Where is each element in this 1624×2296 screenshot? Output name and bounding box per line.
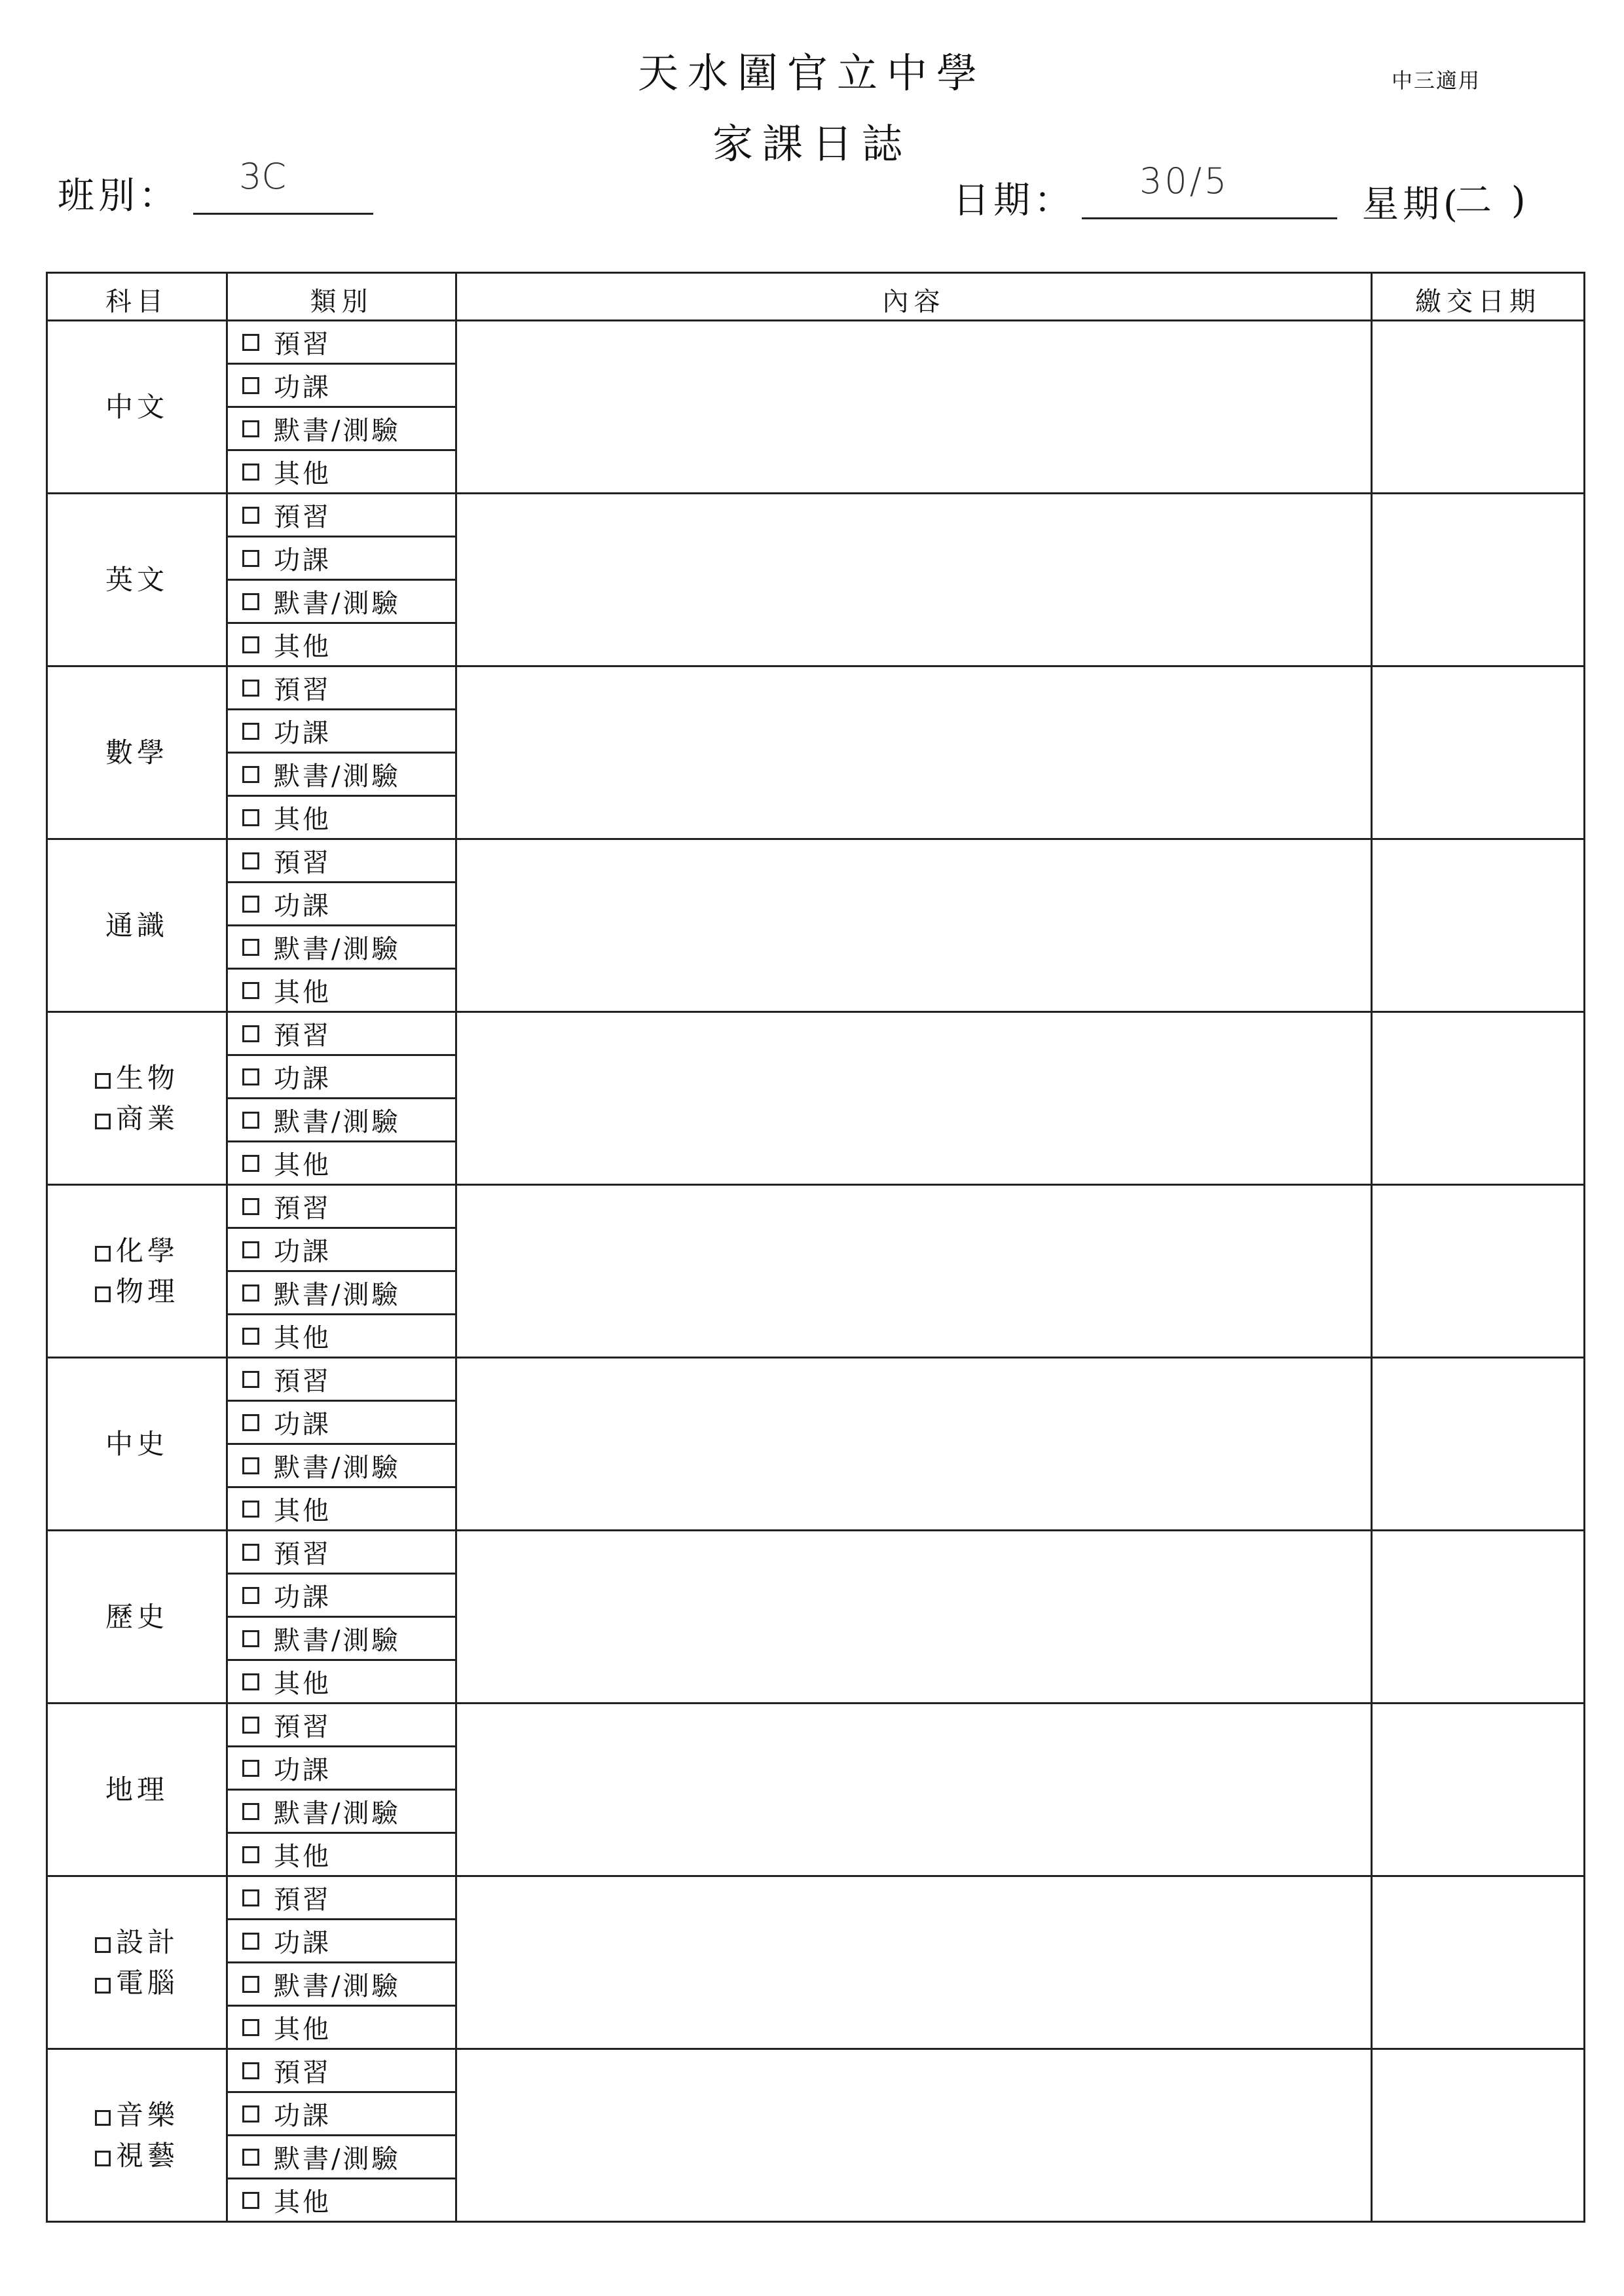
category-label: 預習 [274,675,331,705]
subject-cell [47,1358,227,1531]
subject-checkbox[interactable] [95,1246,111,1262]
subject-label: 物理 [115,1275,179,1307]
school-name: 天水圍官立中學 [637,49,986,97]
category-cell [227,407,456,450]
category-label: 默書/測驗 [274,416,401,446]
category-cell [227,1055,456,1099]
date-label: 日期： [953,179,1075,222]
content-cell[interactable] [456,1531,1372,1704]
column-header-content: 內容 [456,273,1372,321]
category-cell [227,753,456,796]
category-label: 功課 [274,373,331,403]
category-checkbox[interactable] [242,1155,259,1172]
category-label: 其他 [274,1496,331,1526]
table-row [47,666,1585,710]
category-cell [227,1833,456,1876]
category-cell [227,1574,456,1617]
category-cell [227,666,456,710]
table-row [47,1876,1585,1920]
table-row [47,1704,1585,1747]
category-checkbox[interactable] [242,507,259,524]
category-checkbox[interactable] [242,1371,259,1388]
subject-option [48,1770,226,1810]
category-checkbox[interactable] [242,2192,259,2209]
category-cell [227,1531,456,1574]
table-header-row [47,273,1585,321]
category-label: 預習 [274,1021,331,1051]
category-checkbox[interactable] [242,1544,259,1561]
category-cell [227,450,456,494]
category-label: 默書/測驗 [274,589,401,619]
category-checkbox[interactable] [242,896,259,913]
category-cell [227,883,456,926]
category-checkbox[interactable] [242,809,259,826]
category-cell [227,1228,456,1271]
category-checkbox[interactable] [242,1630,259,1647]
subject-option [48,1424,226,1465]
subject-cell [47,1531,227,1704]
category-cell [227,796,456,839]
category-checkbox[interactable] [242,1457,259,1474]
category-label: 其他 [274,977,331,1008]
content-cell[interactable] [456,839,1372,1012]
category-cell [227,1487,456,1531]
content-cell[interactable] [456,321,1372,494]
category-cell [227,1704,456,1747]
subject-label: 設計 [115,1925,179,1958]
category-cell [227,1660,456,1704]
category-cell [227,321,456,364]
due-date-cell[interactable] [1372,1704,1585,1876]
category-label: 預習 [274,1366,331,1396]
subject-option[interactable] [48,1963,226,2003]
category-label: 預習 [274,502,331,532]
subject-label: 音樂 [115,2098,179,2131]
category-checkbox[interactable] [242,1241,259,1258]
category-cell [227,623,456,666]
table-row [47,1012,1585,1055]
table-row [47,1531,1585,1574]
category-label: 其他 [274,1323,331,1353]
due-date-cell[interactable] [1372,2049,1585,2222]
category-label: 默書/測驗 [274,1453,401,1483]
category-cell [227,1012,456,1055]
subject-label: 數學 [105,736,168,769]
subject-option[interactable] [48,1922,226,1963]
subject-cell [47,1704,227,1876]
category-cell [227,969,456,1012]
due-date-cell[interactable] [1372,1358,1585,1531]
category-cell [227,537,456,580]
category-cell [227,580,456,623]
category-label: 預習 [274,1885,331,1915]
category-label: 默書/測驗 [274,934,401,964]
category-label: 預習 [274,1539,331,1569]
category-checkbox[interactable] [242,680,259,697]
homework-table [46,272,1585,2223]
category-label: 預習 [274,1194,331,1224]
class-value: 3C [239,156,287,197]
category-cell [227,710,456,753]
table-row [47,321,1585,364]
category-label: 功課 [274,2101,331,2131]
category-label: 默書/測驗 [274,761,401,792]
column-header-subject: 科目 [47,273,227,321]
category-checkbox[interactable] [242,2019,259,2036]
category-label: 其他 [274,1842,331,1872]
category-checkbox[interactable] [242,464,259,481]
date-value: 30/5 [1139,160,1230,202]
category-label: 功課 [274,718,331,748]
category-checkbox[interactable] [242,1760,259,1777]
category-cell [227,2092,456,2136]
category-label: 功課 [274,1237,331,1267]
category-label: 默書/測驗 [274,2144,401,2174]
subject-label: 化學 [115,1234,179,1267]
category-label: 預習 [274,848,331,878]
subject-option [48,733,226,773]
category-label: 功課 [274,1755,331,1785]
subject-label: 通識 [105,909,168,941]
subject-option[interactable] [48,1231,226,1271]
subject-option[interactable] [48,1099,226,1139]
category-checkbox[interactable] [242,420,259,437]
content-cell[interactable] [456,1185,1372,1358]
subject-checkbox[interactable] [95,2110,111,2126]
category-cell [227,1747,456,1790]
category-cell [227,1185,456,1228]
grade-note: 中三適用 [1392,68,1481,93]
content-cell[interactable] [456,1876,1372,2049]
table-body [47,321,1585,2222]
category-label: 默書/測驗 [274,1971,401,2001]
subject-checkbox[interactable] [95,1286,111,1302]
subject-cell [47,1876,227,2049]
subject-label: 視藝 [115,2139,179,2172]
weekday-label: 星期( [1362,183,1462,226]
category-label: 默書/測驗 [274,1107,401,1137]
category-cell [227,1358,456,1401]
category-checkbox[interactable] [242,1328,259,1345]
class-label: 班別： [58,175,179,217]
subject-option[interactable] [48,2095,226,2136]
category-label: 功課 [274,1928,331,1958]
subject-label: 電腦 [115,1966,179,1999]
subject-cell [47,1012,227,1185]
category-label: 其他 [274,632,331,662]
category-checkbox[interactable] [242,1889,259,1906]
subject-label: 地理 [105,1773,168,1806]
category-label: 其他 [274,1669,331,1699]
category-label: 預習 [274,329,331,359]
category-label: 默書/測驗 [274,1798,401,1829]
category-checkbox[interactable] [242,1673,259,1690]
category-checkbox[interactable] [242,636,259,653]
category-checkbox[interactable] [242,982,259,999]
category-checkbox[interactable] [242,939,259,956]
subject-checkbox[interactable] [95,1978,111,1994]
category-checkbox[interactable] [242,2149,259,2166]
subject-option [48,560,226,600]
category-label: 功課 [274,891,331,921]
table-row [47,1358,1585,1401]
content-cell[interactable] [456,1704,1372,1876]
category-checkbox[interactable] [242,334,259,351]
category-cell [227,926,456,969]
content-cell[interactable] [456,666,1372,839]
category-cell [227,1271,456,1315]
subject-cell [47,666,227,839]
category-label: 功課 [274,1064,331,1094]
subject-label: 中文 [105,390,168,423]
category-checkbox[interactable] [242,593,259,610]
subject-cell [47,321,227,494]
category-cell [227,1444,456,1487]
table-row [47,839,1585,883]
category-cell [227,1790,456,1833]
category-checkbox[interactable] [242,1112,259,1129]
subject-checkbox[interactable] [95,1073,111,1089]
category-label: 功課 [274,1582,331,1613]
subject-label: 英文 [105,563,168,596]
category-checkbox[interactable] [242,1414,259,1431]
subject-label: 商業 [115,1102,179,1135]
due-date-cell[interactable] [1372,666,1585,839]
due-date-cell[interactable] [1372,494,1585,666]
category-cell [227,1876,456,1920]
category-checkbox[interactable] [242,723,259,740]
category-checkbox[interactable] [242,766,259,783]
subject-cell [47,839,227,1012]
category-cell [227,494,456,537]
content-cell[interactable] [456,1358,1372,1531]
due-date-cell[interactable] [1372,1876,1585,2049]
category-cell [227,2136,456,2179]
category-cell [227,1099,456,1142]
category-checkbox[interactable] [242,1717,259,1734]
category-cell [227,2179,456,2222]
subject-option [48,1597,226,1637]
category-label: 功課 [274,545,331,575]
category-cell [227,1920,456,1963]
category-checkbox[interactable] [242,1285,259,1302]
category-checkbox[interactable] [242,2062,259,2079]
category-checkbox[interactable] [242,1501,259,1518]
category-checkbox[interactable] [242,550,259,567]
category-checkbox[interactable] [242,1933,259,1950]
subject-cell [47,494,227,666]
subject-option[interactable] [48,2136,226,2176]
category-cell [227,1315,456,1358]
subject-checkbox[interactable] [95,1114,111,1129]
category-label: 默書/測驗 [274,1280,401,1310]
category-label: 預習 [274,1712,331,1742]
table-row [47,494,1585,537]
category-label: 其他 [274,459,331,489]
category-checkbox[interactable] [242,852,259,869]
category-cell [227,1617,456,1660]
form-title: 家課日誌 [712,120,912,168]
category-checkbox[interactable] [242,1198,259,1215]
weekday-value: 二 ) [1455,179,1530,222]
category-checkbox[interactable] [242,1587,259,1604]
category-checkbox[interactable] [242,1803,259,1820]
category-label: 功課 [274,1410,331,1440]
category-cell [227,2006,456,2049]
category-cell [227,364,456,407]
subject-cell [47,2049,227,2222]
category-checkbox[interactable] [242,1068,259,1085]
category-checkbox[interactable] [242,1976,259,1993]
category-cell [227,1401,456,1444]
category-label: 其他 [274,2014,331,2045]
content-cell[interactable] [456,494,1372,666]
category-checkbox[interactable] [242,1025,259,1042]
subject-checkbox[interactable] [95,1937,111,1953]
category-label: 其他 [274,2187,331,2217]
category-checkbox[interactable] [242,2105,259,2123]
category-checkbox[interactable] [242,377,259,394]
table-row [47,2049,1585,2092]
subject-checkbox[interactable] [95,2151,111,2166]
subject-label: 歷史 [105,1600,168,1633]
subject-option [48,387,226,428]
category-cell [227,1963,456,2006]
subject-option[interactable] [48,1058,226,1099]
category-label: 默書/測驗 [274,1626,401,1656]
subject-option [48,905,226,946]
category-label: 其他 [274,805,331,835]
category-label: 預習 [274,2058,331,2088]
subject-label: 中史 [105,1427,168,1460]
category-cell [227,839,456,883]
column-header-category: 類別 [227,273,456,321]
due-date-cell[interactable] [1372,1012,1585,1185]
column-header-due-date: 繳交日期 [1372,273,1585,321]
due-date-cell[interactable] [1372,1185,1585,1358]
table-row [47,1185,1585,1228]
category-cell [227,1142,456,1185]
category-cell [227,2049,456,2092]
due-date-cell[interactable] [1372,1531,1585,1704]
category-label: 其他 [274,1150,331,1180]
subject-option[interactable] [48,1271,226,1312]
due-date-cell[interactable] [1372,839,1585,1012]
content-cell[interactable] [456,1012,1372,1185]
due-date-cell[interactable] [1372,321,1585,494]
content-cell[interactable] [456,2049,1372,2222]
subject-cell [47,1185,227,1358]
category-checkbox[interactable] [242,1846,259,1863]
subject-label: 生物 [115,1061,179,1094]
